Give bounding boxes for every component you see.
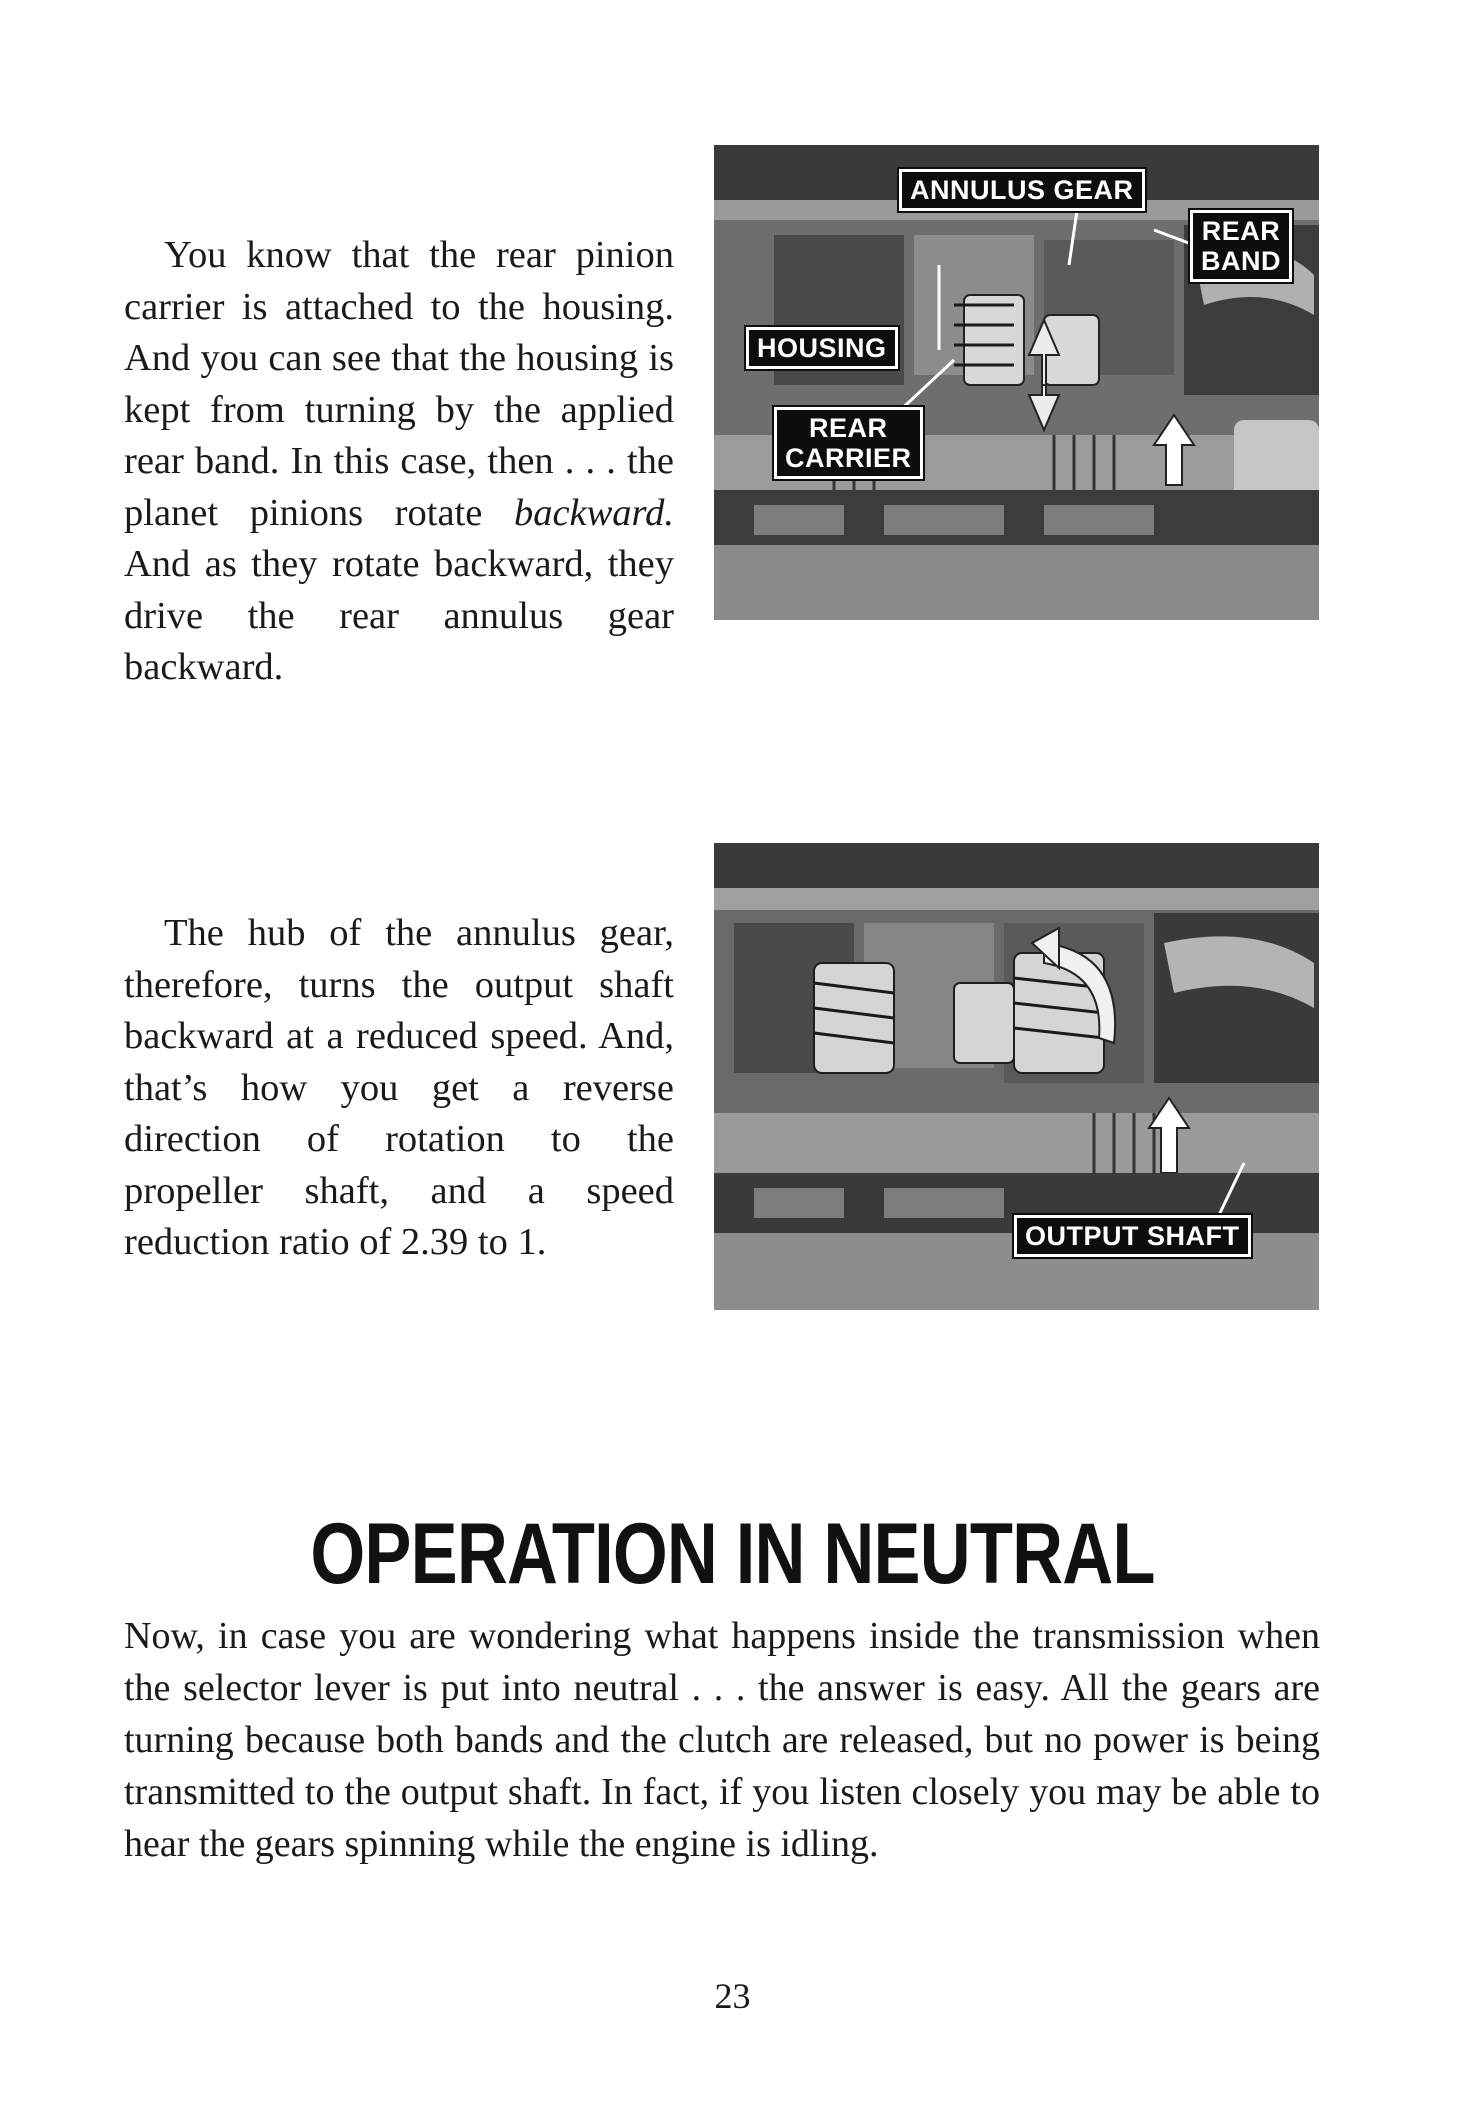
housing-label: HOUSING — [746, 327, 898, 369]
output-shaft-label: OUTPUT SHAFT — [1014, 1215, 1251, 1257]
paragraph-rear-pinion-carrier-text-b: And as they rotate backward, they drive the rear annulus gear backward. — [124, 543, 674, 688]
paragraph-annulus-hub: The hub of the annulus gear, therefore, turns the output shaft backward at a reduced speed. And, that’s how you get a reverse direction of rotation to the propeller shaft, and a speed reduction ratio of 2.39 to 1. — [124, 912, 674, 1263]
paragraph-rear-pinion-carrier-emphasis: backward. — [513, 491, 674, 534]
transmission-cutaway-figure-top — [714, 145, 1319, 620]
paragraph-operation-neutral: Now, in case you are wondering what happens inside the transmission when the selector lever is put into neutral . . . the answer is easy. All the gears are turning because both bands and the clutch are released, but no power is being transmitted to the output shaft. In fact, if you listen closely you may be able to hear the gears spinning while the engine is idling. — [124, 1615, 1320, 1865]
paragraph-rear-pinion-carrier-text-a: You know that the rear pinion carrier is attached to the housing. And you can see that the housing is kept from turning by the applied rear band. In this case, then . . . the planet pinions rotate — [124, 234, 674, 534]
transmission-cutaway-figure-bottom — [714, 843, 1319, 1310]
rear-band-label: REAR BAND — [1190, 210, 1292, 282]
rear-carrier-label: REAR CARRIER — [774, 407, 923, 479]
section-heading: OPERATION IN NEUTRAL — [310, 1506, 1155, 1602]
paragraph-rear-pinion-carrier — [124, 230, 674, 694]
annulus-gear-label: ANNULUS GEAR — [899, 169, 1145, 211]
page-number: 23 — [714, 1976, 751, 2016]
